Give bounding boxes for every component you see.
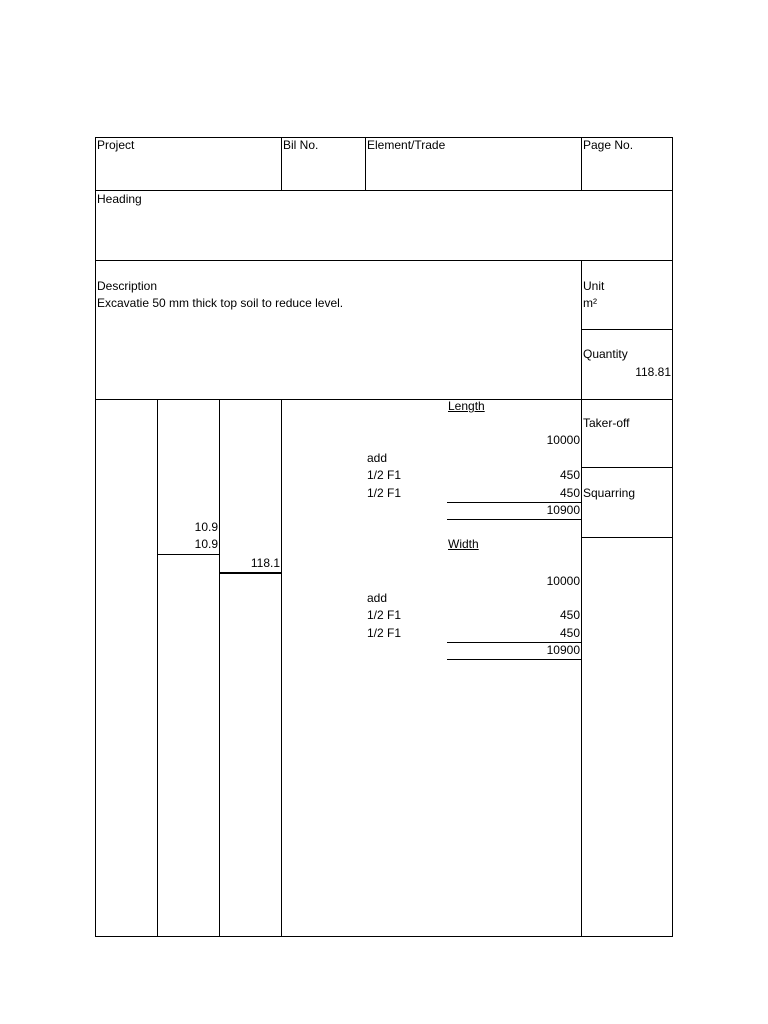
dimension-value-2: 10.9 (194, 537, 218, 551)
width-total: 10900 (546, 643, 580, 657)
width-total-line-bottom (447, 659, 582, 660)
header-divider-project (281, 137, 282, 191)
width-item2-label: 1/2 F1 (367, 626, 402, 640)
column-line-3 (281, 399, 282, 937)
description-divider (581, 260, 582, 937)
project-label: Project (97, 138, 135, 152)
header-row-bottom (95, 190, 673, 191)
width-label: Width (448, 537, 479, 551)
width-add-label: add (367, 591, 388, 605)
width-item1-value: 450 (559, 608, 580, 622)
length-item2-label: 1/2 F1 (367, 486, 402, 500)
frame-left-border (95, 137, 96, 937)
column-line-2 (219, 399, 220, 937)
width-item1-label: 1/2 F1 (367, 608, 402, 622)
length-add-label: add (367, 451, 388, 465)
takeoff-cell-bottom (581, 467, 673, 468)
description-label: Description (97, 279, 158, 293)
frame-bottom-border (95, 936, 673, 937)
length-item1-value: 450 (559, 468, 580, 482)
length-base: 10000 (546, 433, 580, 447)
column-line-1 (157, 399, 158, 937)
takeoff-label: Taker-off (583, 416, 630, 430)
element-trade-label: Element/Trade (367, 138, 446, 152)
unit-cell-bottom (581, 329, 673, 330)
unit-value: m² (583, 296, 597, 310)
unit-label: Unit (583, 279, 605, 293)
dimension-value-1: 10.9 (194, 520, 218, 534)
bill-no-label: Bil No. (283, 138, 319, 152)
heading-row-bottom (95, 260, 673, 261)
squaring-cell-bottom (581, 537, 673, 538)
length-total-line-bottom (447, 519, 582, 520)
length-total: 10900 (546, 503, 580, 517)
quantity-value: 118.81 (635, 365, 671, 379)
description-row-bottom (95, 399, 673, 400)
heading-label: Heading (97, 192, 142, 206)
description-text: Excavatie 50 mm thick top soil to reduce level. (97, 296, 344, 310)
length-item1-label: 1/2 F1 (367, 468, 402, 482)
dimension-underline (157, 554, 220, 555)
length-label: Length (448, 399, 485, 413)
result-underline (219, 572, 281, 574)
header-divider-trade (581, 137, 582, 191)
page-no-label: Page No. (583, 138, 634, 152)
width-item2-value: 450 (559, 626, 580, 640)
squaring-label: Squarring (583, 486, 636, 500)
width-base: 10000 (546, 574, 580, 588)
quantity-label: Quantity (583, 347, 628, 361)
header-divider-bill (365, 137, 366, 191)
result-value: 118.1 (250, 556, 280, 570)
length-item2-value: 450 (559, 486, 580, 500)
